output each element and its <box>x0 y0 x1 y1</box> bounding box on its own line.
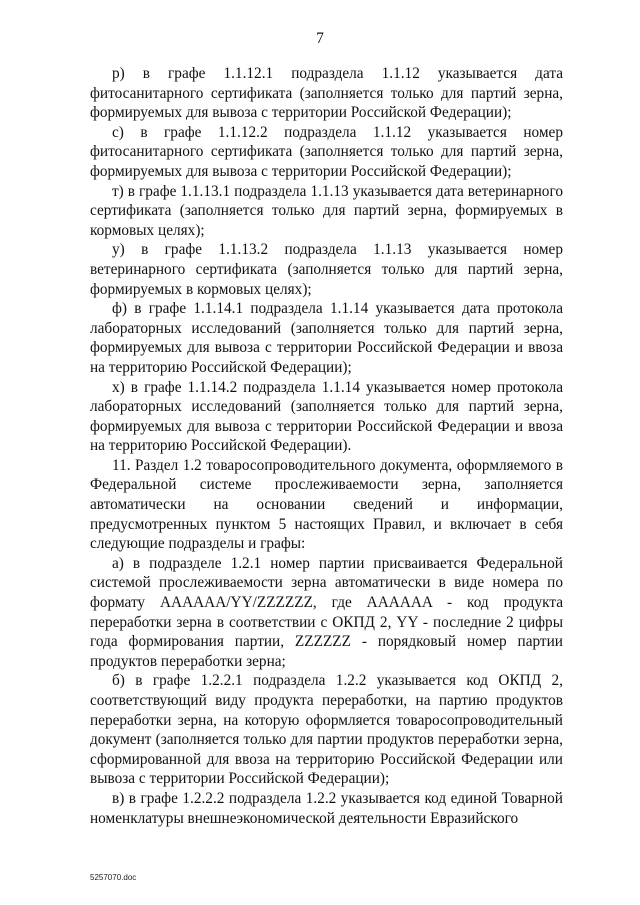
paragraph-t: т) в графе 1.1.13.1 подраздела 1.1.13 указывается дата ветеринарного сертификата (заполняется только для партий зерна, формируемых в кормовых целях); <box>90 182 563 239</box>
paragraph-a: а) в подразделе 1.2.1 номер партии присваивается Федеральной системой прослеживаемости зерна автоматически в виде номера по формату AAAAAA/YY/ZZZZZZ, где AAAAAA - код продукта переработки зерна в соответствии с ОКПД 2, YY - последние 2 цифры года формирования партии, ZZZZZZ - порядковый номер партии продуктов переработки зерна; <box>90 554 563 670</box>
paragraph-f: ф) в графе 1.1.14.1 подраздела 1.1.14 указывается дата протокола лабораторных исследований (заполняется только для партий зерна, формируемых для вывоза с территории Российской Федерации и ввоза на территорию Российской Федерации); <box>90 300 563 376</box>
document-filename: 5257070.doc <box>90 873 137 882</box>
document-body <box>90 64 563 828</box>
paragraph-section-11: 11. Раздел 1.2 товаросопроводительного документа, оформляемого в Федеральной системе прослеживаемости зерна, заполняется автоматически на основании сведений и информации, предусмотренных пунктом 5 настоящих Правил, и включает в себя следующие подразделы и графы: <box>90 456 563 553</box>
paragraph-u: у) в графе 1.1.13.2 подраздела 1.1.13 указывается номер ветеринарного сертификата (заполняется только для партий зерна, формируемых в кормовых целях); <box>90 241 563 298</box>
paragraph-r: р) в графе 1.1.12.1 подраздела 1.1.12 указывается дата фитосанитарного сертификата (заполняется только для партий зерна, формируемых для вывоза с территории Российской Федерации); <box>90 65 563 122</box>
page-number: 7 <box>316 30 324 47</box>
paragraph-s: с) в графе 1.1.12.2 подраздела 1.1.12 указывается номер фитосанитарного сертификата (заполняется только для партий зерна, формируемых для вывоза с территории Российской Федерации); <box>90 123 563 180</box>
paragraph-kh: х) в графе 1.1.14.2 подраздела 1.1.14 указывается номер протокола лабораторных исследований (заполняется только для партий зерна, формируемых для вывоза с территории Российской Федерации и ввоза на территорию Российской Федерации). <box>90 378 563 455</box>
paragraph-v: в) в графе 1.2.2.2 подраздела 1.2.2 указывается код единой Товарной номенклатуры внешнеэкономической деятельности Евразийского <box>90 789 563 827</box>
paragraph-b: б) в графе 1.2.2.1 подраздела 1.2.2 указывается код ОКПД 2, соответствующий виду продукта переработки, на партию продуктов переработки зерна, на которую оформляется товаросопроводительный документ (заполняется только для партии продуктов переработки зерна, сформированной для ввоза на территорию Российской Федерации или вывоза с территории Российской Федерации); <box>90 672 563 788</box>
